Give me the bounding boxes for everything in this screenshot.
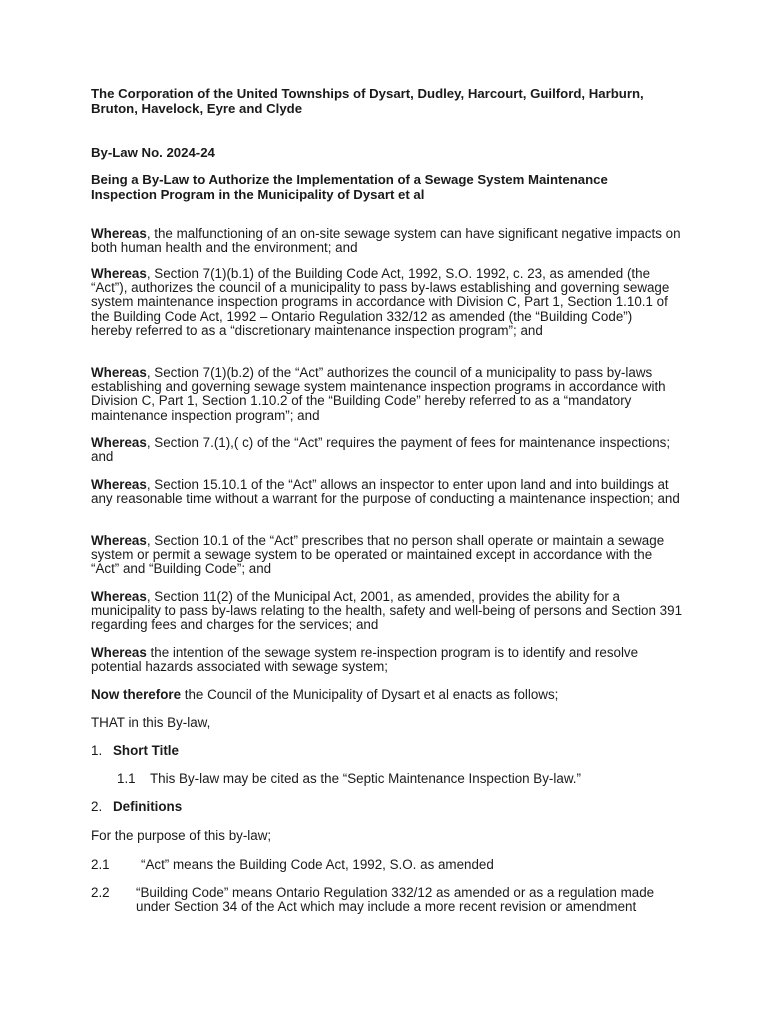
whereas-keyword: Whereas — [91, 226, 147, 241]
whereas-text: the intention of the sewage system re-inspection program is to identify and resolve potential hazards associated with sewage system; — [91, 645, 639, 675]
whereas-paragraph-6 — [91, 534, 681, 577]
definition-number: 2.1 — [91, 857, 110, 872]
whereas-text: , Section 15.10.1 of the “Act” allows an inspector to enter upon land and into buildings at any reasonable time without a warrant for the purpose of conducting a maintenance inspection; and — [91, 477, 680, 507]
definition-text: “Building Code” means Ontario Regulation 332/12 as amended or as a regulation made under Section 34 of the Act which may include a more recent revision or amendment — [136, 885, 655, 915]
whereas-keyword: Whereas — [91, 435, 147, 450]
whereas-paragraph-5 — [91, 478, 681, 506]
section-title: Short Title — [113, 743, 179, 758]
whereas-text: , Section 7.(1),( c) of the “Act” requires the payment of fees for maintenance inspections; and — [91, 435, 671, 465]
whereas-text: , Section 7(1)(b.1) of the Building Code Act, 1992, S.O. 1992, c. 23, as amended (the “Act”), authorizes the council of a municipality to pass by-laws establishing and governing sewage system maintenance inspection programs in accordance with Division C, Part 1, Section 1.10.1 of the Building Code Act, 1992 – Ontario Regulation 332/12 as amended (the “Building Code”) hereby referred to as a “discretionary maintenance inspection program”; and — [91, 266, 670, 338]
section-title: Definitions — [113, 799, 183, 814]
whereas-keyword: Whereas — [91, 589, 147, 604]
now-therefore-paragraph — [91, 688, 691, 702]
bylaw-subject: Being a By-Law to Authorize the Implementation of a Sewage System Maintenance Inspection Program in the Municipality of Dysart et al — [91, 172, 608, 202]
section-number: 1. — [91, 743, 103, 758]
whereas-paragraph-8 — [91, 646, 671, 674]
that-line: THAT in this By-law, — [91, 715, 211, 730]
definition-text: “Act” means the Building Code Act, 1992, S.O. as amended — [141, 857, 494, 872]
whereas-keyword: Whereas — [91, 533, 147, 548]
definition-number: 2.2 — [91, 885, 110, 900]
purpose-line: For the purpose of this by-law; — [91, 828, 272, 843]
whereas-paragraph-2 — [91, 267, 671, 338]
whereas-text: , Section 10.1 of the “Act” prescribes that no person shall operate or maintain a sewage system or permit a sewage system to be operated or maintained except in accordance with the “Act” and “Building Code”; and — [91, 533, 665, 577]
whereas-keyword: Whereas — [91, 645, 147, 660]
clause-text: This By-law may be cited as the “Septic Maintenance Inspection By-law.” — [150, 771, 581, 786]
whereas-paragraph-7 — [91, 590, 691, 633]
clause-number: 1.1 — [117, 771, 136, 786]
now-therefore-text: the Council of the Municipality of Dysart et al enacts as follows; — [181, 687, 559, 702]
whereas-paragraph-4 — [91, 436, 681, 464]
whereas-keyword: Whereas — [91, 365, 147, 380]
whereas-paragraph-1 — [91, 227, 691, 255]
section-number: 2. — [91, 799, 103, 814]
whereas-keyword: Whereas — [91, 266, 147, 281]
whereas-text: , the malfunctioning of an on-site sewage system can have significant negative impacts on both human health and the environment; and — [91, 226, 681, 256]
whereas-paragraph-3 — [91, 366, 673, 423]
whereas-text: , Section 7(1)(b.2) of the “Act” authorizes the council of a municipality to pass by-laws establishing and governing sewage system maintenance inspection programs in accordance with Division C, Part 1, Section 1.10.2 of the “Building Code” hereby referred to as a “mandatory maintenance inspection program”; and — [91, 365, 666, 423]
corporation-title: The Corporation of the United Townships of Dysart, Dudley, Harcourt, Guilford, Harburn, Bruton, Havelock, Eyre and Clyde — [91, 86, 644, 116]
whereas-text: , Section 11(2) of the Municipal Act, 2001, as amended, provides the ability for a municipality to pass by-laws relating to the health, safety and well-being of persons and Section 391 regarding fees and charges for the services; and — [91, 589, 683, 633]
bylaw-number: By-Law No. 2024-24 — [91, 145, 215, 160]
whereas-keyword: Whereas — [91, 477, 147, 492]
now-therefore-keyword: Now therefore — [91, 687, 182, 702]
